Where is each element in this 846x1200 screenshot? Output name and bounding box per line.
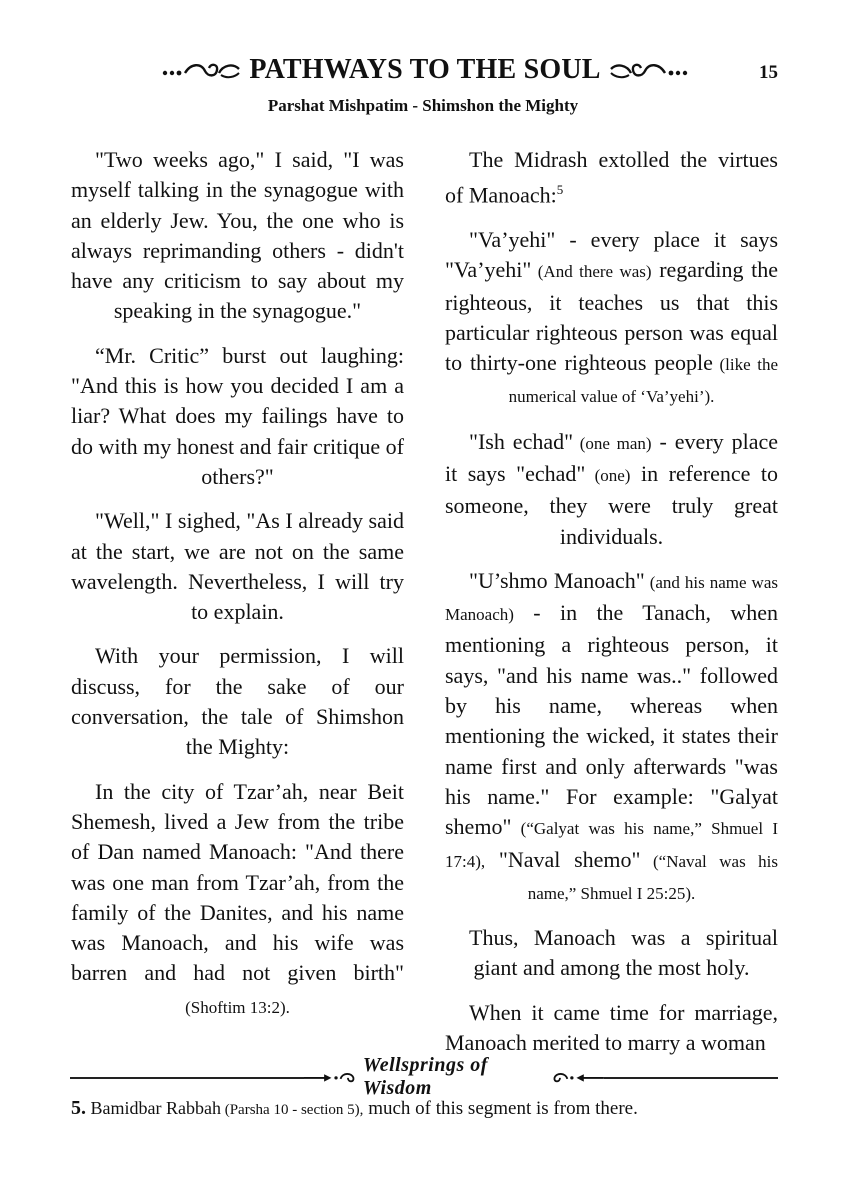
- right-column: [445, 145, 778, 1072]
- citation: (“Naval was his name,” Shmuel I 25:25).: [527, 851, 778, 903]
- gloss: (one man): [573, 433, 652, 453]
- paragraph: "Two weeks ago," I said, "I was myself talking in the synagogue with an elderly Jew. You, the one who is always reprimanding others - didn't have any criticism to say about my speaking in the synagogue.": [71, 147, 404, 324]
- left-flourish-icon: [161, 59, 241, 81]
- paragraph-text: in reference to someone, they were truly great individuals.: [445, 461, 778, 549]
- citation: (Shoftim 13:2).: [185, 997, 290, 1017]
- paragraph: [445, 566, 778, 909]
- paragraph-text: "U’shmo Manoach": [469, 567, 645, 593]
- paragraph: "Well," I sighed, "As I already said at the start, we are not on the same wavelength. Nevertheless, I will try to explain.: [71, 508, 404, 625]
- footnote-citation: (Parsha 10 - section 5),: [220, 1102, 364, 1118]
- footnote-text: much of this segment is from there.: [363, 1098, 638, 1119]
- footer-title: Wellsprings of Wisdom: [362, 1054, 488, 1099]
- footnote: [71, 1097, 791, 1120]
- page-subtitle: Parshat Mishpatim - Shimshon the Mighty: [267, 96, 579, 115]
- gloss: (And there was): [531, 262, 652, 282]
- title-row: [130, 52, 720, 88]
- paragraph: [445, 427, 778, 552]
- paragraph-text: regarding the righteous, it teaches us that this particular righteous person was equal to thirty-one righteous people: [445, 257, 779, 376]
- paragraph: “Mr. Critic” burst out laughing: "And this is how you decided I am a liar? What does my failings have to do with my honest and fair critique of others?": [71, 342, 404, 489]
- footnote-marker: 5: [556, 182, 564, 198]
- footer-label: [304, 1054, 604, 1099]
- paragraph-text: "Naval shemo": [485, 846, 641, 872]
- paragraph: With your permission, I will discuss, for the sake of our conversation, the tale of Shimshon the Mighty:: [71, 643, 404, 760]
- citation: (“Galyat was his name,” Shmuel I 17:4),: [445, 819, 778, 871]
- paragraph-text: "Ish echad": [469, 428, 574, 454]
- right-flourish-icon: [609, 59, 689, 81]
- gloss: (one): [585, 466, 631, 485]
- paragraph-text: - in the Tanach, when mentioning a righteous person, it says, "and his name was.." followed by his name, whereas when mentioning the wicked, it states their name first and only afterwards "was his name." For example: "Galyat shemo": [445, 600, 778, 840]
- paragraph-text: "Va’yehi" - every place it says "Va’yehi": [445, 226, 778, 283]
- paragraph: [445, 225, 778, 413]
- paragraph-text: - every place it says "echad": [445, 428, 778, 486]
- right-flourish-icon: [549, 1069, 604, 1085]
- left-column: [71, 145, 404, 1037]
- paragraph-text: In the city of Tzar’ah, near Beit Shemesh, lived a Jew from the tribe of Dan named Manoach: "And there was one man from Tzar’ah, from the family of the Danites, and his name was Manoach, and his wife was barren and had not given birth": [71, 778, 404, 986]
- paragraph: [71, 777, 404, 1023]
- page-title: PATHWAYS TO THE SOUL: [249, 54, 601, 85]
- footnote-source: Bamidbar Rabbah: [86, 1098, 221, 1118]
- page-header: [0, 52, 846, 92]
- page-number: 15: [759, 62, 778, 83]
- footnote-number: 5.: [71, 1097, 86, 1119]
- footer-divider: [70, 1054, 778, 1099]
- gloss: (like the numerical value of ‘Va’yehi’).: [508, 355, 779, 407]
- paragraph: [445, 145, 778, 211]
- paragraph-text: The Midrash extolled the virtues of Manoach:: [445, 147, 778, 208]
- paragraph: Thus, Manoach was a spiritual giant and among the most holy.: [469, 925, 778, 981]
- left-flourish-icon: [304, 1069, 359, 1085]
- gloss: (and his name was Manoach): [445, 572, 778, 625]
- paragraph: When it came time for marriage, Manoach merited to marry a woman: [445, 999, 778, 1056]
